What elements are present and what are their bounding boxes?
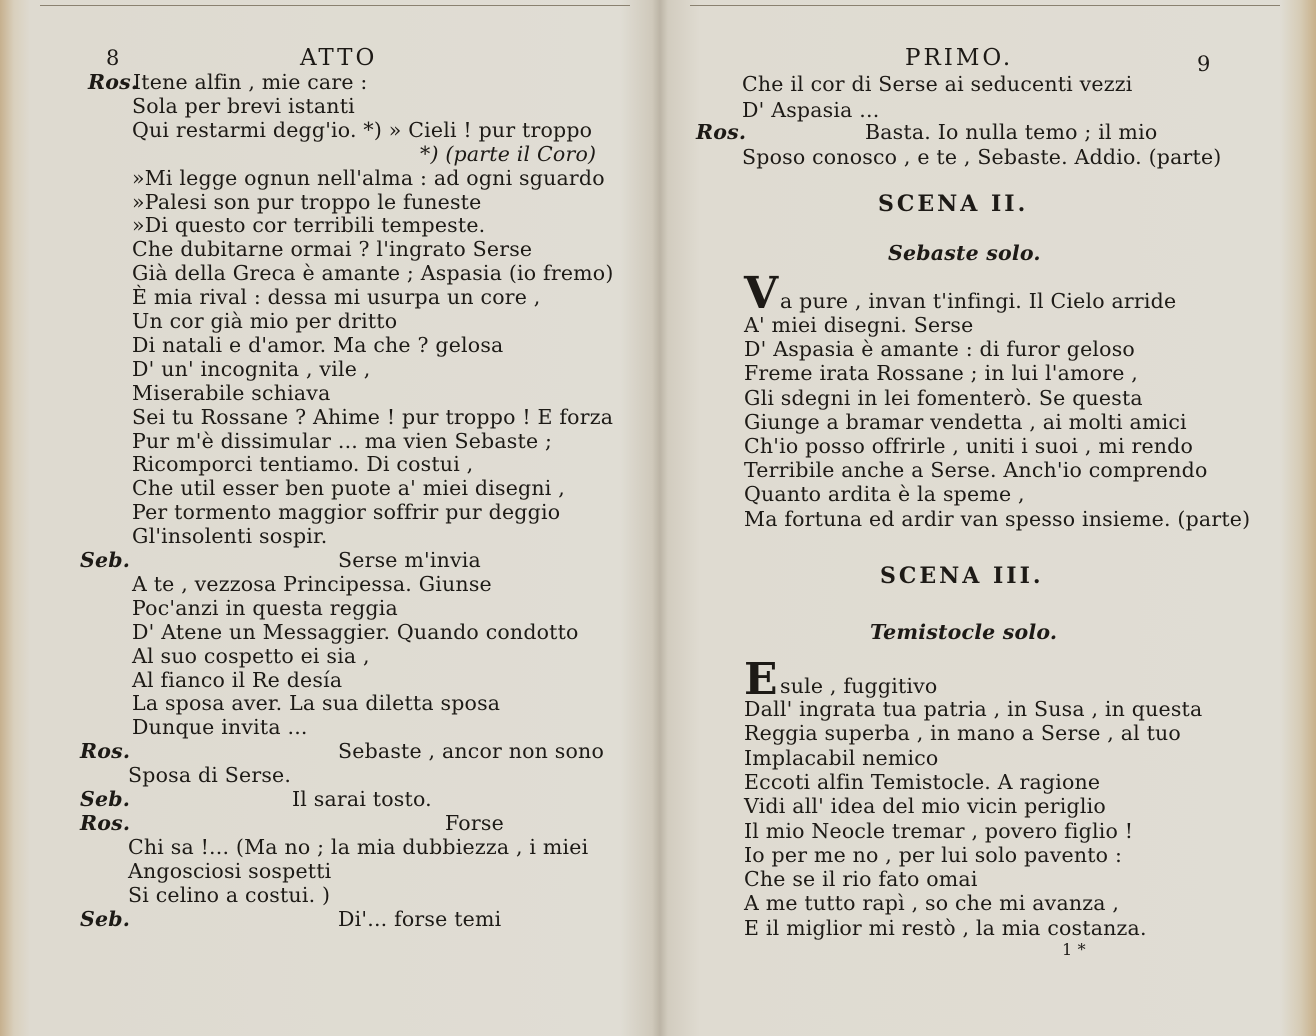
verse-line: Terribile anche a Serse. Anch'io comprendo xyxy=(744,458,1208,483)
verse-line: Dall' ingrata tua patria , in Susa , in questa xyxy=(744,697,1203,721)
drop-cap: E xyxy=(744,654,778,705)
speaker-label: Seb. xyxy=(80,787,131,811)
signature-mark: 1 * xyxy=(1062,940,1086,959)
verse-line: Al fianco il Re desía xyxy=(132,667,343,692)
verse-line: Già della Greca è amante ; Aspasia (io fremo) xyxy=(132,261,614,286)
verse-line: Gl'insolenti sospir. xyxy=(132,524,328,549)
drop-cap: V xyxy=(744,268,779,319)
running-head: ATTO xyxy=(300,45,378,71)
verse-line: Qui restarmi degg'io. *) » Cieli ! pur troppo xyxy=(132,117,593,142)
speaker-label: Ros. xyxy=(88,70,139,94)
verse-line: Un cor già mio per dritto xyxy=(132,309,398,333)
verse-line: A' miei disegni. Serse xyxy=(744,313,974,337)
verse-line: D' Aspasia è amante : di furor geloso xyxy=(744,337,1135,362)
verse-line: Serse m'invia xyxy=(338,548,481,572)
speaker-label: Seb. xyxy=(80,906,131,931)
verse-line: Che il cor di Serse ai seducenti vezzi xyxy=(742,72,1133,96)
verse-line: La sposa aver. La sua diletta sposa xyxy=(132,691,501,716)
verse-line: Il sarai tosto. xyxy=(292,787,432,811)
verse-line: Reggia superba , in mano a Serse , al tuo xyxy=(744,721,1181,746)
verse-line: A te , vezzosa Principessa. Giunse xyxy=(132,571,492,596)
verse-line: D' un' incognita , vile , xyxy=(132,356,371,381)
verse-line: Sola per brevi istanti xyxy=(132,93,355,118)
verse-line: Di'... forse temi xyxy=(338,906,502,931)
speaker-label: Ros. xyxy=(80,810,131,835)
scene-subtitle: Temistocle solo. xyxy=(870,620,1058,644)
verse-line: Si celino a costui. ) xyxy=(128,882,331,907)
verse-line: D' Aspasia ... xyxy=(742,98,880,122)
verse-line: »Palesi son pur troppo le funeste xyxy=(132,189,482,214)
right-page xyxy=(660,0,1316,1036)
verse-line: Chi sa !... (Ma no ; la mia dubbiezza , i miei xyxy=(128,834,589,859)
verse-line: Giunge a bramar vendetta , ai molti amici xyxy=(744,409,1187,434)
verse-line: E il miglior mi restò , la mia costanza. xyxy=(744,915,1147,940)
speaker-label: Ros. xyxy=(80,739,131,764)
verse-line: Basta. Io nulla temo ; il mio xyxy=(865,120,1158,144)
verse-line: Al suo cospetto ei sia , xyxy=(132,643,370,668)
verse-line: A me tutto rapì , so che mi avanza , xyxy=(744,891,1120,916)
verse-line: D' Atene un Messaggier. Quando condotto xyxy=(132,619,579,644)
verse-line: *) (parte il Coro) xyxy=(420,141,597,166)
verse-line: Itene alfin , mie care : xyxy=(133,70,368,94)
verse-line: Eccoti alfin Temistocle. A ragione xyxy=(744,769,1101,794)
verse-line: Sebaste , ancor non sono xyxy=(338,739,604,764)
verse-line: a pure , invan t'infingi. Il Cielo arride xyxy=(780,289,1177,313)
verse-line: Sposo conosco , e te , Sebaste. Addio. (parte) xyxy=(742,145,1222,169)
verse-line: Che se il rio fato omai xyxy=(744,867,978,892)
running-head: PRIMO. xyxy=(905,45,1014,71)
verse-line: Io per me no , per lui solo pavento : xyxy=(744,842,1123,867)
scene-subtitle: Sebaste solo. xyxy=(888,241,1041,265)
scene-title: SCENA II. xyxy=(878,191,1029,217)
verse-line: Gli sdegni in lei fomenterò. Se questa xyxy=(744,385,1143,410)
verse-line: Ricomporci tentiamo. Di costui , xyxy=(132,452,474,477)
verse-line: Poc'anzi in questa reggia xyxy=(132,595,398,620)
verse-line: Implacabil nemico xyxy=(744,745,939,770)
verse-line: Sei tu Rossane ? Ahime ! pur troppo ! E forza xyxy=(132,404,614,429)
verse-line: È mia rival : dessa mi usurpa un core , xyxy=(132,285,541,310)
verse-line: Che dubitarne ormai ? l'ingrato Serse xyxy=(132,237,533,262)
verse-line: sule , fuggitivo xyxy=(780,674,938,698)
verse-line: Freme irata Rossane ; in lui l'amore , xyxy=(744,361,1138,386)
page-number: 9 xyxy=(1197,52,1211,76)
verse-line: Miserabile schiava xyxy=(132,380,331,405)
verse-line: Per tormento maggior soffrir pur deggio xyxy=(132,500,561,525)
verse-line: Pur m'è dissimular ... ma vien Sebaste ; xyxy=(132,428,553,453)
verse-line: Ma fortuna ed ardir van spesso insieme. (parte) xyxy=(744,506,1251,531)
verse-line: Ch'io posso offrirle , uniti i suoi , mi rendo xyxy=(744,434,1194,458)
verse-line: Che util esser ben puote a' miei disegni , xyxy=(132,476,565,501)
verse-line: Il mio Neocle tremar , povero figlio ! xyxy=(744,818,1134,843)
speaker-label: Seb. xyxy=(80,548,131,572)
page-number: 8 xyxy=(106,46,120,70)
verse-line: Forse xyxy=(445,810,504,835)
verse-line: Dunque invita ... xyxy=(132,715,308,740)
verse-line: Quanto ardita è la speme , xyxy=(744,482,1025,507)
speaker-label: Ros. xyxy=(696,120,747,144)
verse-line: Vidi all' idea del mio vicin periglio xyxy=(744,794,1106,819)
verse-line: »Di questo cor terribili tempeste. xyxy=(132,213,486,238)
verse-line: Di natali e d'amor. Ma che ? gelosa xyxy=(132,332,504,357)
verse-line: »Mi legge ognun nell'alma : ad ogni sguardo xyxy=(132,165,605,190)
verse-line: Angosciosi sospetti xyxy=(128,858,332,883)
scene-title: SCENA III. xyxy=(880,563,1044,589)
verse-line: Sposa di Serse. xyxy=(128,763,292,788)
